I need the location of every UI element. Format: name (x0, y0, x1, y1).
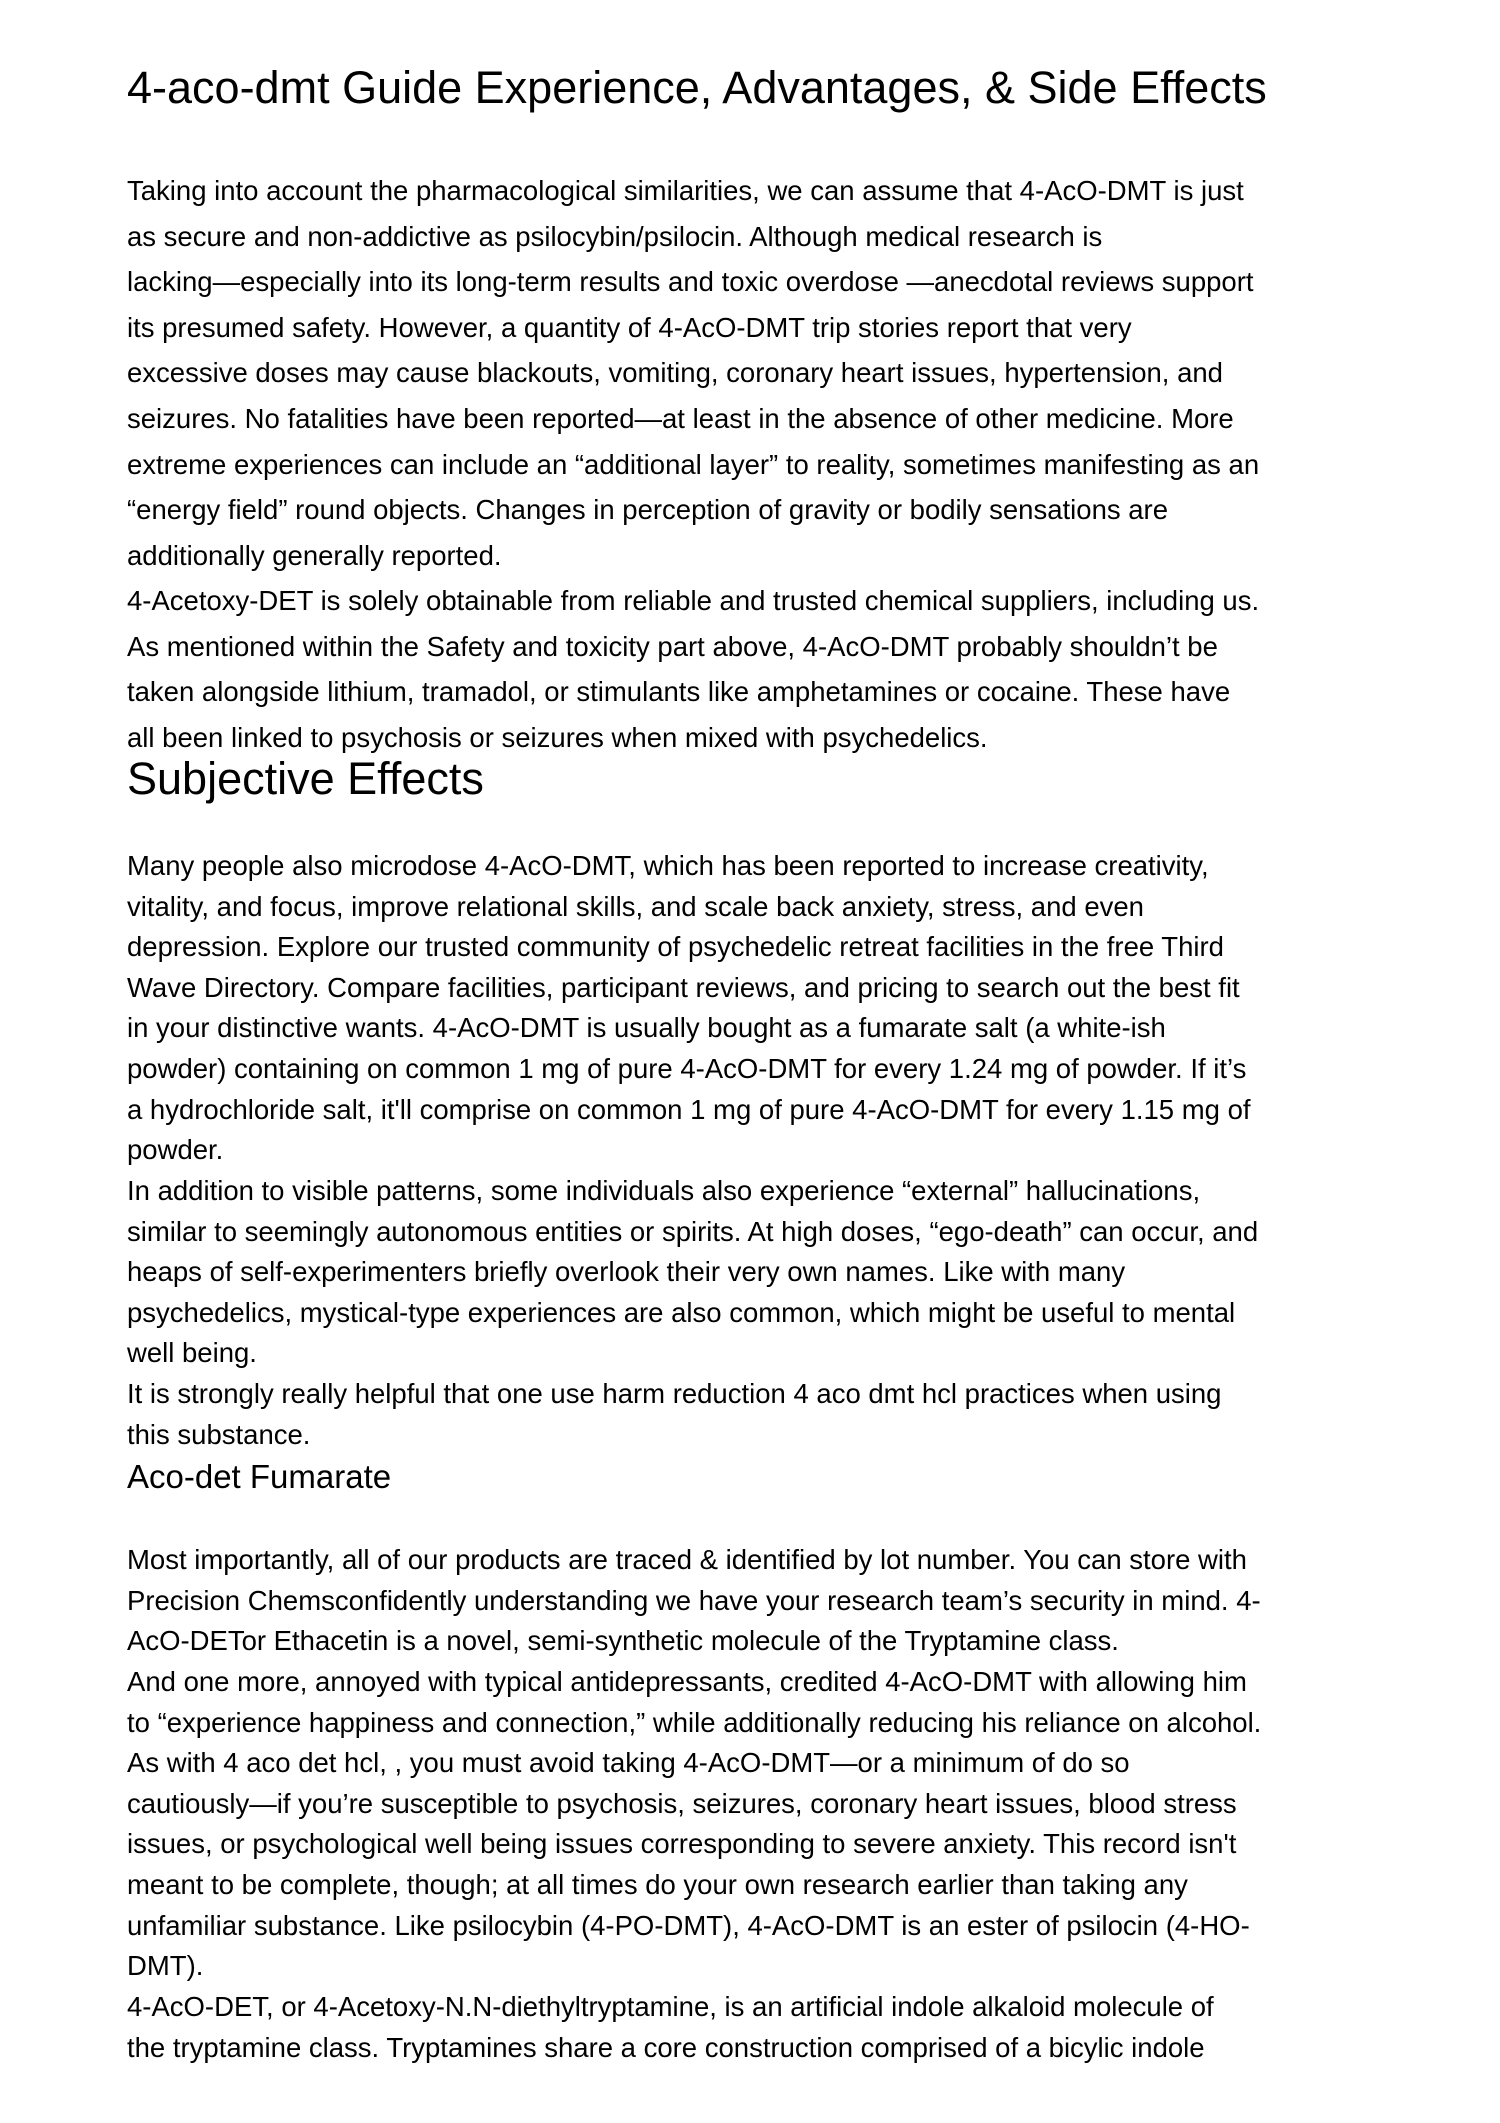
text-line: excessive doses may cause blackouts, vomiting, coronary heart issues, hypertension, and (127, 357, 1223, 389)
text-line: seizures. No fatalities have been reported—at least in the absence of other medicine. More (127, 402, 1234, 434)
text-line: Wave Directory. Compare facilities, participant reviews, and pricing to search out the best fit (127, 971, 1240, 1003)
paragraph (127, 168, 1387, 578)
text-line: all been linked to psychosis or seizures when mixed with psychedelics. (127, 721, 988, 753)
text-line: powder) containing on common 1 mg of pure 4-AcO-DMT for every 1.24 mg of powder. If it’s (127, 1052, 1247, 1084)
text-line: its presumed safety. However, a quantity of 4-AcO-DMT trip stories report that very (127, 311, 1132, 343)
text-line: this substance. (127, 1418, 311, 1450)
paragraph (127, 1987, 1387, 2068)
text-line: heaps of self-experimenters briefly overlook their very own names. Like with many (127, 1256, 1126, 1288)
text-line: As with 4 aco det hcl, , you must avoid taking 4-AcO-DMT—or a minimum of do so (127, 1747, 1130, 1779)
paragraph (127, 846, 1387, 1171)
text-line: as secure and non-addictive as psilocybin/psilocin. Although medical research is (127, 220, 1103, 252)
paragraph (127, 1540, 1387, 1662)
paragraph (127, 1374, 1387, 1455)
text-line: issues, or psychological well being issues corresponding to severe anxiety. This record isn't (127, 1828, 1237, 1860)
text-line: “energy field” round objects. Changes in perception of gravity or bodily sensations are (127, 494, 1168, 526)
text-line: 4-Acetoxy-DET is solely obtainable from reliable and trusted chemical suppliers, including us. (127, 585, 1260, 616)
section-heading: Subjective Effects (127, 753, 484, 804)
text-line: Precision Chemsconfidently understanding we have your research team’s security in mind. 4- (127, 1584, 1261, 1616)
paragraph (127, 578, 1387, 760)
text-line: Taking into account the pharmacological similarities, we can assume that 4-AcO-DMT is just (127, 175, 1244, 206)
text-line: As mentioned within the Safety and toxicity part above, 4-AcO-DMT probably shouldn’t be (127, 630, 1218, 662)
text-line: Most importantly, all of our products are traced & identified by lot number. You can store with (127, 1544, 1247, 1575)
text-line: a hydrochloride salt, it'll comprise on common 1 mg of pure 4-AcO-DMT for every 1.15 mg of (127, 1093, 1251, 1125)
section-heading: Aco-det Fumarate (127, 1458, 392, 1495)
text-line: DMT). (127, 1950, 204, 1982)
text-line: depression. Explore our trusted community of psychedelic retreat facilities in the free Third (127, 931, 1224, 963)
text-line: In addition to visible patterns, some individuals also experience “external” hallucinations, (127, 1175, 1201, 1206)
paragraph (127, 1662, 1387, 1987)
text-line: in your distinctive wants. 4-AcO-DMT is usually bought as a fumarate salt (a white-ish (127, 1012, 1166, 1044)
text-line: 4-AcO-DET, or 4-Acetoxy-N.N-diethyltryptamine, is an artificial indole alkaloid molecule of (127, 1991, 1214, 2022)
text-line: unfamiliar substance. Like psilocybin (4-PO-DMT), 4-AcO-DMT is an ester of psilocin (4-HO- (127, 1909, 1250, 1941)
text-line: similar to seemingly autonomous entities or spirits. At high doses, “ego-death” can occur, and (127, 1215, 1259, 1247)
paragraph (127, 1171, 1387, 1374)
text-line: meant to be complete, though; at all times do your own research earlier than taking any (127, 1868, 1188, 1900)
text-line: psychedelics, mystical-type experiences are also common, which might be useful to mental (127, 1296, 1236, 1328)
text-line: And one more, annoyed with typical antidepressants, credited 4-AcO-DMT with allowing him (127, 1666, 1247, 1697)
text-line: extreme experiences can include an “additional layer” to reality, sometimes manifesting as an (127, 448, 1260, 480)
text-line: cautiously—if you’re susceptible to psychosis, seizures, coronary heart issues, blood stress (127, 1787, 1237, 1819)
text-line: AcO-DETor Ethacetin is a novel, semi-synthetic molecule of the Tryptamine class. (127, 1625, 1119, 1657)
text-line: to “experience happiness and connection,” while additionally reducing his reliance on alcohol. (127, 1706, 1262, 1738)
text-line: additionally generally reported. (127, 539, 502, 571)
text-line: powder. (127, 1134, 224, 1166)
page-title: 4-aco-dmt Guide Experience, Advantages, & Side Effects (127, 62, 1267, 113)
text-line: the tryptamine class. Tryptamines share a core construction comprised of a bicylic indole (127, 2031, 1205, 2063)
text-line: lacking—especially into its long-term results and toxic overdose —anecdotal reviews support (127, 266, 1254, 298)
text-line: Many people also microdose 4-AcO-DMT, which has been reported to increase creativity, (127, 850, 1209, 881)
text-line: well being. (127, 1337, 257, 1369)
text-line: taken alongside lithium, tramadol, or stimulants like amphetamines or cocaine. These have (127, 676, 1231, 708)
text-line: It is strongly really helpful that one use harm reduction 4 aco dmt hcl practices when using (127, 1378, 1222, 1409)
text-line: vitality, and focus, improve relational skills, and scale back anxiety, stress, and even (127, 890, 1144, 922)
